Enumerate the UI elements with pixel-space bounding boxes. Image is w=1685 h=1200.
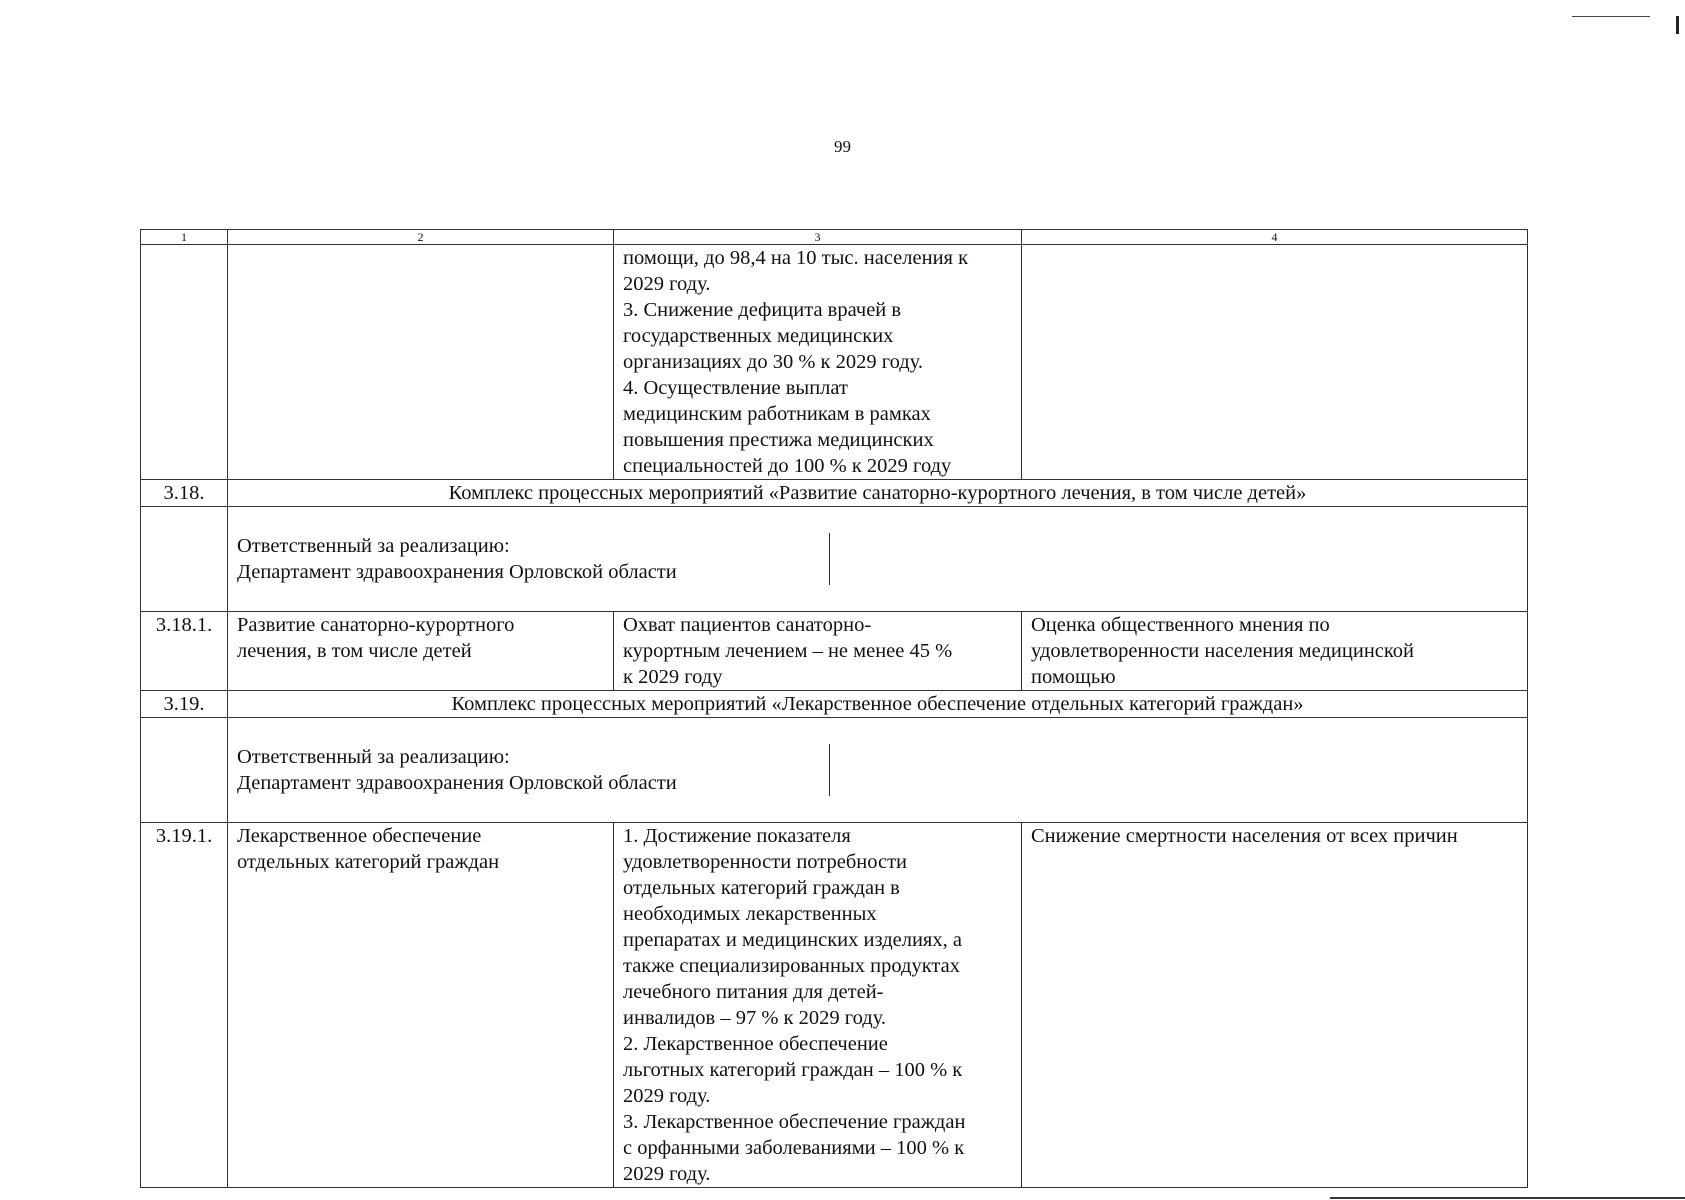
responsible-num-cell <box>141 507 228 612</box>
section-title: Комплекс процессных мероприятий «Развитие санаторно-курортного лечения, в том числе детей» <box>228 480 1528 507</box>
column-number-1: 1 <box>141 230 228 245</box>
item-row-3-19-1 <box>141 823 1528 1188</box>
responsible-text: Ответственный за реализацию: Департамент здравоохранения Орловской области <box>228 533 830 585</box>
item-name: Развитие санаторно-курортного лечения, в том числе детей <box>228 612 614 691</box>
responsible-row-3-19 <box>141 718 1528 823</box>
section-title: Комплекс процессных мероприятий «Лекарственное обеспечение отдельных категорий граждан» <box>228 691 1528 718</box>
responsible-num-cell <box>141 718 228 823</box>
responsible-row-3-18 <box>141 507 1528 612</box>
column-number-3: 3 <box>614 230 1022 245</box>
item-indicators: 1. Достижение показателя удовлетворенности потребности отдельных категорий граждан в необходимых лекарственных препаратах и медицинских изделиях, а также специализированных продуктах лечебного питания для детей- инвалидов – 97 % к 2029 году. 2. Лекарственное обеспечение льготных категорий граждан – 100 % к 2029 году. 3. Лекарственное обеспечение граждан с орфанными заболеваниями – 100 % к 2029 году. <box>614 823 1022 1188</box>
item-effect: Оценка общественного мнения по удовлетворенности населения медицинской помощью <box>1022 612 1528 691</box>
item-row-3-18-1 <box>141 612 1528 691</box>
item-number: 3.19.1. <box>141 823 228 1188</box>
column-number-2: 2 <box>228 230 614 245</box>
responsible-empty <box>830 744 1527 796</box>
continuation-indicators-cell: помощи, до 98,4 на 10 тыс. населения к 2029 году. 3. Снижение дефицита врачей в государственных медицинских организациях до 30 % к 2029 году. 4. Осуществление выплат медицинским работникам в рамках повышения престижа медицинских специальностей до 100 % к 2029 году <box>614 245 1022 480</box>
responsible-cell <box>228 507 1528 612</box>
item-number: 3.18.1. <box>141 612 228 691</box>
responsible-empty <box>830 533 1527 585</box>
continuation-num-cell <box>141 245 228 480</box>
item-name: Лекарственное обеспечение отдельных категорий граждан <box>228 823 614 1188</box>
page-number: 99 <box>834 137 851 156</box>
column-number-row <box>141 230 1528 245</box>
section-row-3-19 <box>141 691 1528 718</box>
column-number-4: 4 <box>1022 230 1528 245</box>
program-table <box>140 229 1528 1188</box>
scan-mark-bottom-rule <box>1330 1197 1685 1199</box>
item-effect: Снижение смертности населения от всех причин <box>1022 823 1528 1188</box>
scan-mark-top <box>1676 16 1679 34</box>
continuation-name-cell <box>228 245 614 480</box>
continuation-row <box>141 245 1528 480</box>
section-number: 3.18. <box>141 480 228 507</box>
item-indicators: Охват пациентов санаторно- курортным лечением – не менее 45 % к 2029 году <box>614 612 1022 691</box>
scan-mark-top-rule <box>1572 16 1650 17</box>
section-row-3-18 <box>141 480 1528 507</box>
responsible-cell <box>228 718 1528 823</box>
continuation-effect-cell <box>1022 245 1528 480</box>
section-number: 3.19. <box>141 691 228 718</box>
responsible-text: Ответственный за реализацию: Департамент здравоохранения Орловской области <box>228 744 830 796</box>
